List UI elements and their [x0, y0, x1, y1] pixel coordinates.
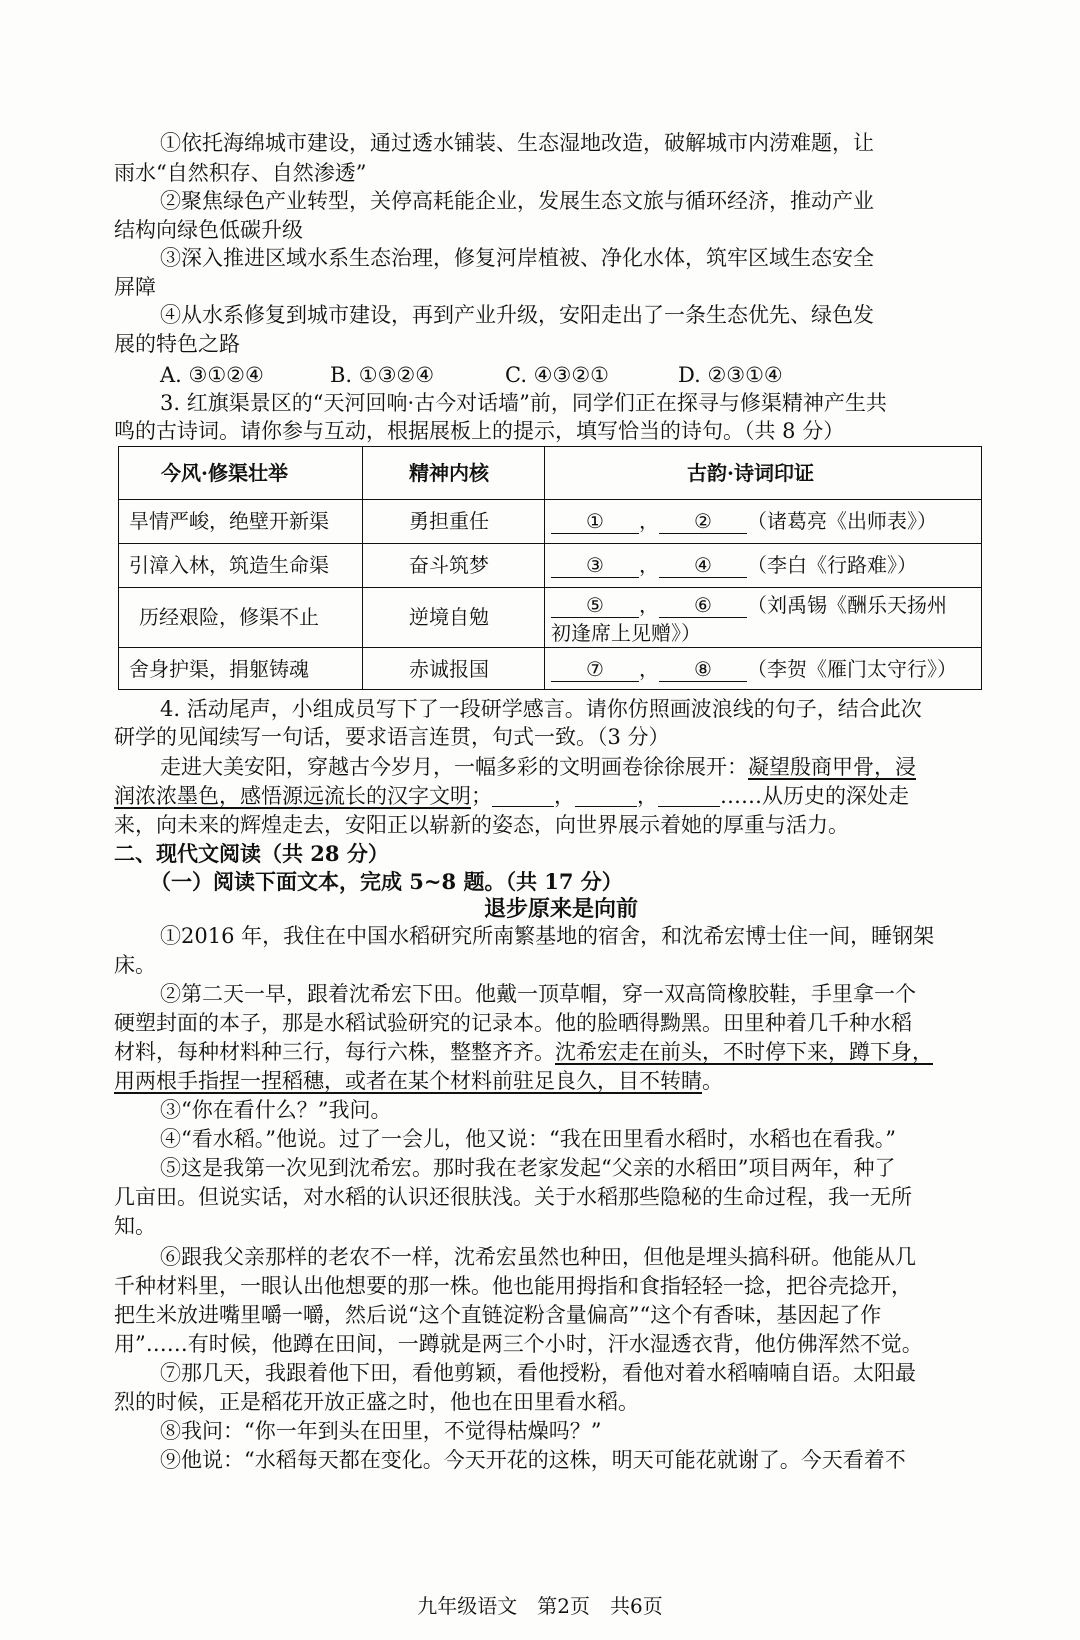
table-cell-deed: 旱情严峻，绝壁开新渠	[129, 509, 329, 533]
article-line: 床。	[114, 953, 156, 977]
article-line: 硬塑封面的本子，那是水稻试验研究的记录本。他的脸晒得黝黑。田里种着几千种水稻	[114, 1011, 912, 1035]
question-4-line: 走进大美安阳，穿越古今岁月，一幅多彩的文明画卷徐徐展开：凝望殷商甲骨，浸	[160, 755, 916, 779]
article-line: ⑧我问：“你一年到头在田里，不觉得枯燥吗？”	[160, 1419, 602, 1443]
blank-4[interactable]: ④	[659, 553, 747, 578]
passage-line: 结构向绿色低碳升级	[114, 218, 303, 242]
wavy-underlined-text: 用两根手指捏一捏稻穗，或者在某个材料前驻足良久，目不转睛	[114, 1069, 702, 1093]
blank-8[interactable]: ⑧	[659, 657, 747, 682]
table-cell-poem: ⑤ ， ⑥ （刘禹锡《酬乐天扬州	[551, 591, 947, 619]
question-3-line: 鸣的古诗词。请你参与互动，根据展板上的提示，填写恰当的诗句。（共 8 分）	[114, 419, 845, 443]
article-line: 用两根手指捏一捏稻穗，或者在某个材料前驻足良久，目不转睛。	[114, 1069, 723, 1093]
passage-line: 展的特色之路	[114, 332, 240, 356]
article-line: 千种材料里，一眼认出他想要的那一株。他也能用拇指和食指轻轻一捻，把谷壳捻开，	[114, 1274, 912, 1298]
table-header: 古韵·诗词印证	[687, 461, 814, 485]
blank-5[interactable]: ⑤	[551, 593, 639, 618]
question-4-line: 4. 活动尾声，小组成员写下了一段研学感言。请你仿照画波浪线的句子，结合此次	[160, 697, 922, 721]
table-cell-spirit: 赤诚报国	[409, 657, 489, 681]
blank-1[interactable]: ①	[551, 509, 639, 534]
table-cell-deed: 舍身护渠，捐躯铸魂	[129, 657, 309, 681]
article-line: ⑦那几天，我跟着他下田，看他剪颖，看他授粉，看他对着水稻喃喃自语。太阳最	[160, 1361, 916, 1385]
table-cell-spirit: 勇担重任	[409, 509, 489, 533]
table-cell-deed: 引漳入林，筑造生命渠	[129, 553, 329, 577]
wavy-underlined-text: 凝望殷商甲骨，浸	[748, 755, 916, 779]
wavy-underlined-text: 沈希宏走在前头，不时停下来，蹲下身，	[555, 1040, 933, 1064]
choice-b: B. ①③②④	[330, 363, 435, 387]
article-line: 几亩田。但说实话，对水稻的认识还很肤浅。关于水稻那些隐秘的生命过程，我一无所	[114, 1185, 912, 1209]
table-cell-deed: 历经艰险，修渠不止	[139, 605, 319, 629]
table-header: 精神内核	[409, 461, 489, 485]
article-line: 把生米放进嘴里嚼一嚼，然后说“这个直链淀粉含量偏高”“这个有香味，基因起了作	[114, 1303, 882, 1327]
table-cell-spirit: 奋斗筑梦	[409, 553, 489, 577]
table-header: 今风·修渠壮举	[161, 461, 288, 485]
question-3-line: 3. 红旗渠景区的“天河回响·古今对话墙”前，同学们正在探寻与修渠精神产生共	[160, 391, 887, 415]
blank-2[interactable]: ②	[659, 509, 747, 534]
question-4-line: 研学的见闻续写一句话，要求语言连贯，句式一致。（3 分）	[114, 725, 670, 749]
article-line: ①2016 年，我住在中国水稻研究所南繁基地的宿舍，和沈希宏博士住一间，睡钢架	[160, 924, 935, 948]
section-heading: 二、现代文阅读（共 28 分）	[114, 841, 389, 866]
article-title: 退步原来是向前	[484, 896, 639, 922]
question-4-line: 润浓浓墨色，感悟源远流长的汉字文明； ， ， ……从历史的深处走	[114, 784, 909, 808]
article-line: ⑨他说：“水稻每天都在变化。今天开花的这株，明天可能花就谢了。今天看着不	[160, 1448, 906, 1472]
passage-line: ②聚焦绿色产业转型，关停高耗能企业，发展生态文旅与循环经济，推动产业	[160, 189, 874, 213]
passage-line: ④从水系修复到城市建设，再到产业升级，安阳走出了一条生态优先、绿色发	[160, 303, 874, 327]
article-line: 烈的时候，正是稻花开放正盛之时，他也在田里看水稻。	[114, 1390, 639, 1414]
table-cell-poem: ⑦ ， ⑧ （李贺《雁门太守行》）	[551, 655, 957, 683]
blank-7[interactable]: ⑦	[551, 657, 639, 682]
table-cell-spirit: 逆境自勉	[409, 605, 489, 629]
article-line: ④“看水稻。”他说。过了一会儿，他又说：“我在田里看水稻时，水稻也在看我。”	[160, 1127, 896, 1151]
article-line: ③“你在看什么？”我问。	[160, 1098, 392, 1122]
table-cell-poem: ① ， ② （诸葛亮《出师表》）	[551, 507, 937, 535]
choice-d: D. ②③①④	[678, 363, 783, 387]
article-line: 材料，每种材料种三行，每行六株，整整齐齐。沈希宏走在前头，不时停下来，蹲下身，	[114, 1040, 933, 1064]
page-footer: 九年级语文 第2页 共6页	[417, 1594, 663, 1618]
answer-blank[interactable]	[575, 786, 637, 807]
table-cell-poem-cont: 初逢席上见赠》）	[551, 621, 701, 645]
article-line: ②第二天一早，跟着沈希宏下田。他戴一顶草帽，穿一双高筒橡胶鞋，手里拿一个	[160, 982, 916, 1006]
poetry-table	[118, 446, 982, 690]
blank-3[interactable]: ③	[551, 553, 639, 578]
subsection-heading: （一）阅读下面文本，完成 5~8 题。（共 17 分）	[150, 869, 623, 894]
article-line: ⑥跟我父亲那样的老农不一样，沈希宏虽然也种田，但他是埋头搞科研。他能从几	[160, 1245, 916, 1269]
answer-blank[interactable]	[492, 786, 554, 807]
passage-line: 屏障	[114, 275, 156, 299]
passage-line: ①依托海绵城市建设，通过透水铺装、生态湿地改造，破解城市内涝难题，让	[160, 131, 874, 155]
article-line: ⑤这是我第一次见到沈希宏。那时我在老家发起“父亲的水稻田”项目两年，种了	[160, 1156, 896, 1180]
article-line: 知。	[114, 1214, 156, 1238]
choice-c: C. ④③②①	[505, 363, 609, 387]
table-cell-poem: ③ ， ④ （李白《行路难》）	[551, 551, 917, 579]
question-4-line: 来，向未来的辉煌走去，安阳正以崭新的姿态，向世界展示着她的厚重与活力。	[114, 813, 849, 837]
passage-line: ③深入推进区域水系生态治理，修复河岸植被、净化水体，筑牢区域生态安全	[160, 246, 874, 270]
wavy-underlined-text: 润浓浓墨色，感悟源远流长的汉字文明	[114, 784, 471, 808]
answer-blank[interactable]	[658, 786, 720, 807]
blank-6[interactable]: ⑥	[659, 593, 747, 618]
article-line: 用”……有时候，他蹲在田间，一蹲就是两三个小时，汗水湿透衣背，他仿佛浑然不觉。	[114, 1332, 923, 1356]
passage-line: 雨水“自然积存、自然渗透”	[114, 161, 367, 185]
choice-a: A. ③①②④	[160, 363, 264, 387]
